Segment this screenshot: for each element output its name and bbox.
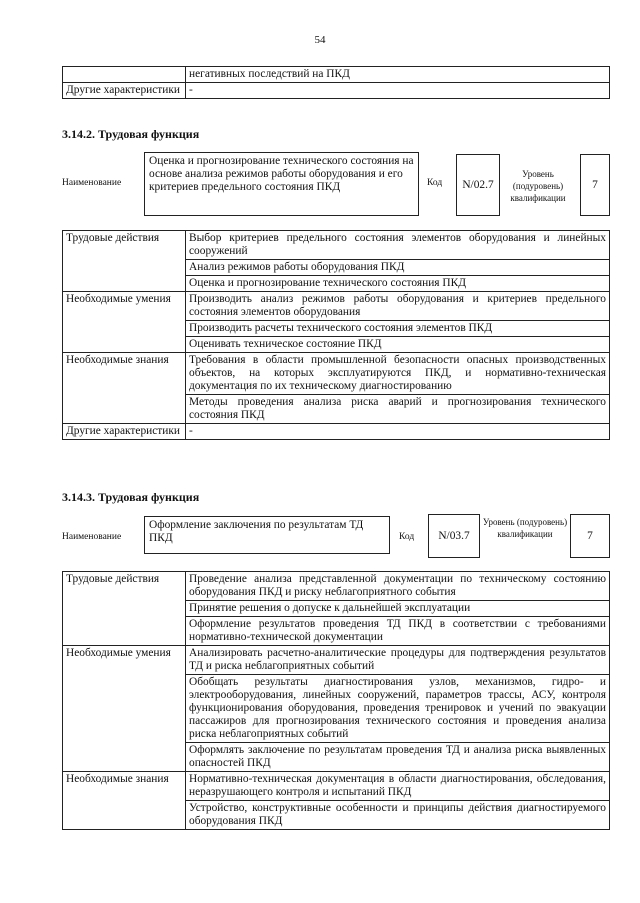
row-item: Проведение анализа представленной документации по техническому состоянию оборудования ПКД и риску неблагоприятного события xyxy=(186,572,610,601)
row-item: Нормативно-техническая документация в области диагностирования, обследования, неразрушающего контроля и испытаний ПКД xyxy=(186,772,610,801)
function-name: Оценка и прогнозирование технического состояния на основе анализа режимов работы оборудования и его критериев предельного состояния ПКД xyxy=(144,152,419,216)
row-label: Трудовые действия xyxy=(63,572,186,646)
table-row xyxy=(63,292,610,321)
code-label: Код xyxy=(427,178,443,188)
code-value: N/02.7 xyxy=(456,154,500,216)
name-row xyxy=(62,150,610,216)
table-row xyxy=(63,646,610,675)
row-item: негативных последствий на ПКД xyxy=(186,67,610,83)
row-item: Производить расчеты технического состояния элементов ПКД xyxy=(186,321,610,337)
row-item: Выбор критериев предельного состояния элементов оборудования и линейных сооружений xyxy=(186,231,610,260)
page-number: 54 xyxy=(314,34,326,46)
row-item: Принятие решения о допуске к дальнейшей эксплуатации xyxy=(186,601,610,617)
row-item: Оценивать техническое состояние ПКД xyxy=(186,337,610,353)
row-item: Устройство, конструктивные особенности и принципы действия диагностируемого оборудования ПКД xyxy=(186,801,610,830)
row-label: Необходимые знания xyxy=(63,772,186,830)
level-label: Уровень (подуровень) квалификации xyxy=(510,169,566,203)
row-item: - xyxy=(186,424,610,440)
section-1-table xyxy=(62,230,610,440)
function-name: Оформление заключения по результатам ТД ПКД xyxy=(144,516,390,554)
level-value: 7 xyxy=(570,514,610,558)
row-label: Другие характеристики xyxy=(63,83,186,99)
table-row xyxy=(63,353,610,395)
section-title: 3.14.2. Трудовая функция xyxy=(62,127,200,141)
table-row xyxy=(63,572,610,601)
table-row xyxy=(63,772,610,801)
section-title: 3.14.3. Трудовая функция xyxy=(62,490,200,504)
row-label: Другие характеристики xyxy=(63,424,186,440)
top-table xyxy=(62,66,610,99)
level-value: 7 xyxy=(580,154,610,216)
row-label: Необходимые умения xyxy=(63,292,186,353)
table-row xyxy=(63,231,610,260)
table-row xyxy=(63,83,610,99)
code-value: N/03.7 xyxy=(428,514,480,558)
table-row xyxy=(63,67,610,83)
table-row xyxy=(63,424,610,440)
row-item: Оценка и прогнозирование технического состояния ПКД xyxy=(186,276,610,292)
row-item: Требования в области промышленной безопасности опасных производственных объектов, на которых эксплуатируются ПКД, и нормативно-техническая документация по их техническому диагностированию xyxy=(186,353,610,395)
code-label: Код xyxy=(399,532,415,542)
row-label xyxy=(63,67,186,83)
name-label: Наименование xyxy=(62,532,122,542)
row-item: Анализ режимов работы оборудования ПКД xyxy=(186,260,610,276)
row-label: Трудовые действия xyxy=(63,231,186,292)
row-item: Методы проведения анализа риска аварий и прогнозирования технического состояния ПКД xyxy=(186,395,610,424)
name-row xyxy=(62,514,610,560)
row-label: Необходимые знания xyxy=(63,353,186,424)
section-2-table xyxy=(62,571,610,830)
row-item: Анализировать расчетно-аналитические процедуры для подтверждения результатов ТД и риска неблагоприятных событий xyxy=(186,646,610,675)
row-label: Необходимые умения xyxy=(63,646,186,772)
row-item: Оформление результатов проведения ТД ПКД в соответствии с требованиями нормативно-технической документации xyxy=(186,617,610,646)
row-item: Оформлять заключение по результатам проведения ТД и анализа риска выявленных опасностей ПКД xyxy=(186,743,610,772)
level-label: Уровень (подуровень) квалификации xyxy=(482,517,568,539)
row-item: Обобщать результаты диагностирования узлов, механизмов, гидро- и электрооборудования, линейных сооружений, параметров трассы, АСУ, контроля функционирования оборудования, проведения тренировок и учений по эвакуации пассажиров для прогнозирования технического состояния и проведения анализа риска неблагоприятных событий xyxy=(186,675,610,743)
name-label: Наименование xyxy=(62,178,122,188)
row-item: Производить анализ режимов работы оборудования и критериев предельного состояния элементов оборудования xyxy=(186,292,610,321)
row-item: - xyxy=(186,83,610,99)
